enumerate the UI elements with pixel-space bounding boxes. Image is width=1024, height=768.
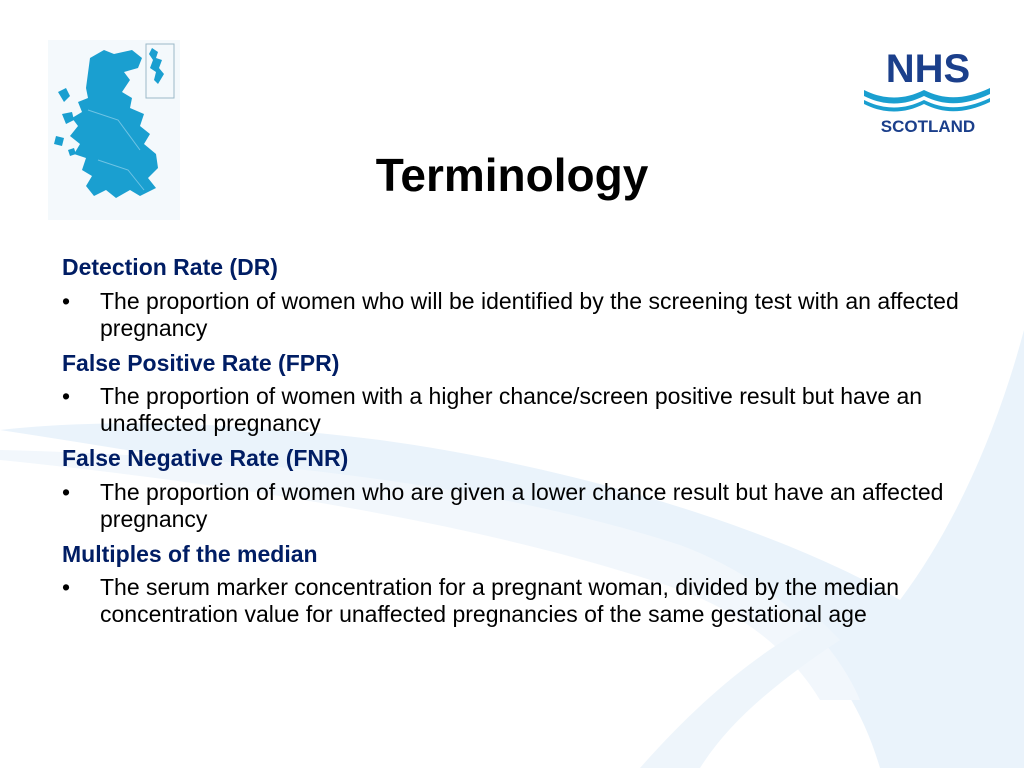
- svg-text:NHS: NHS: [885, 47, 971, 91]
- bullet-icon: •: [62, 574, 71, 601]
- bullet-icon: •: [62, 478, 71, 505]
- definition-text: The proportion of women who will be identified by the screening test with an affected pregnancy: [100, 287, 959, 341]
- term-definition: [62, 479, 982, 533]
- definition-text: The proportion of women with a higher chance/screen positive result but have an unaffected pregnancy: [100, 383, 923, 437]
- term-heading: Detection Rate (DR): [62, 254, 278, 280]
- bullet-icon: •: [62, 287, 71, 314]
- term-definition: [62, 288, 982, 342]
- svg-text:SCOTLAND: SCOTLAND: [880, 117, 976, 136]
- bullet-icon: •: [62, 383, 71, 410]
- term-heading: Multiples of the median: [62, 540, 318, 567]
- term-definition: [62, 574, 982, 628]
- definition-text: The proportion of women who are given a lower chance result but have an affected pregnancy: [100, 478, 944, 532]
- nhs-scotland-logo: [860, 44, 996, 136]
- definition-text: The serum marker concentration for a pregnant woman, divided by the median concentration value for unaffected pregnancies of the same gestational age: [100, 574, 900, 628]
- slide-title: Terminology: [375, 149, 649, 201]
- term-heading: False Negative Rate (FNR): [62, 445, 349, 472]
- terminology-list: [62, 254, 982, 636]
- term-definition: [62, 383, 982, 437]
- term-heading: False Positive Rate (FPR): [62, 349, 340, 376]
